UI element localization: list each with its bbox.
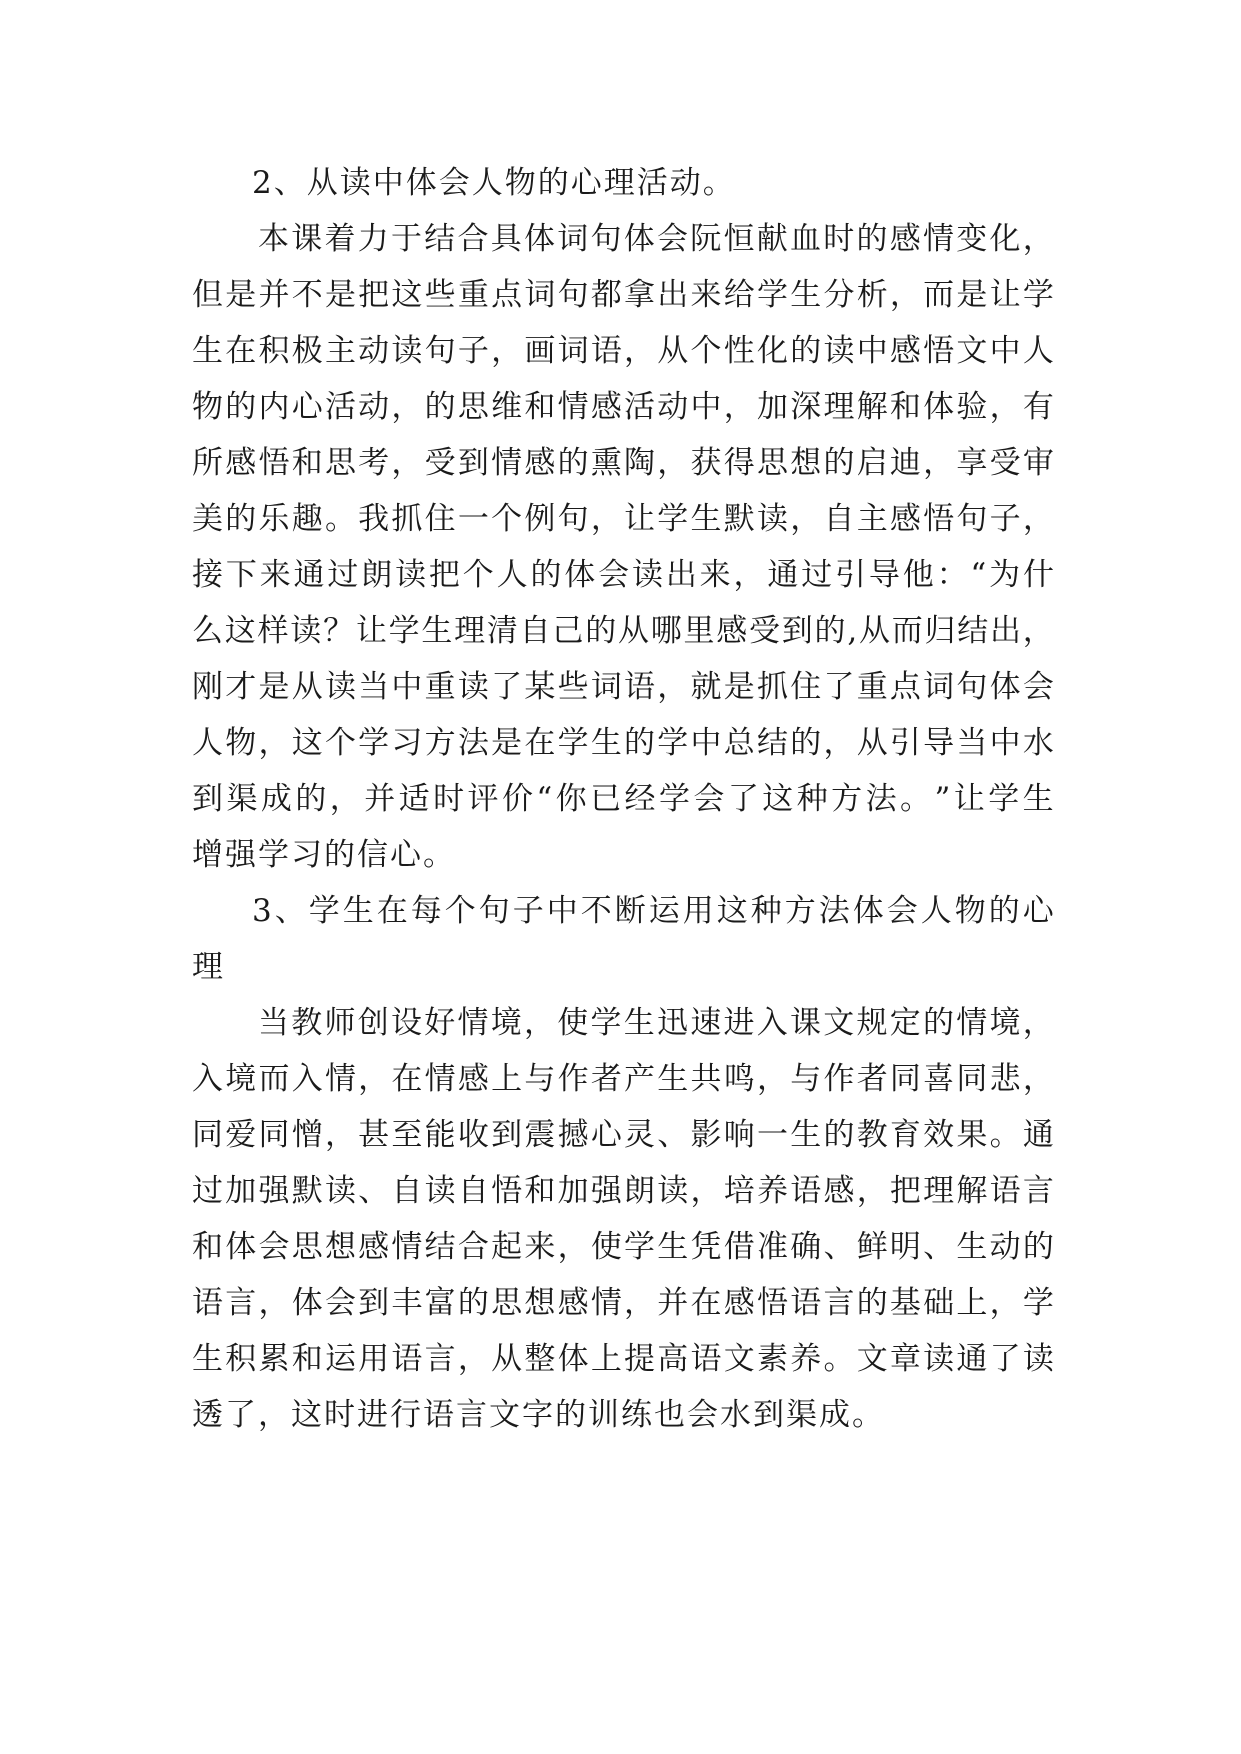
- paragraph-2: [192, 995, 1054, 1443]
- paragraph-line: 语 言 ， 体 会 到 丰 富 的 思 想 感 情 ， 并 在 感 悟 语 言 的 基 础 上 ， 学: [192, 1285, 1054, 1321]
- paragraph-line: 生 积 累 和 运 用 语 言 ， 从 整 体 上 提 高 语 文 素 养 。 文 章 读 通 了 读: [192, 1341, 1054, 1377]
- paragraph-line: 所 感 悟 和 思 考 ， 受 到 情 感 的 熏 陶 ， 获 得 思 想 的 启 迪 ， 享 受 审: [192, 445, 1054, 481]
- paragraph-line: 本 课 着 力 于 结 合 具 体 词 句 体 会 阮 恒 献 血 时 的 感 情 变 化 ，: [258, 221, 1054, 257]
- paragraph-line: 生 在 积 极 主 动 读 句 子 ， 画 词 语 ， 从 个 性 化 的 读 中 感 悟 文 中 人: [192, 333, 1054, 369]
- paragraph-line: 同 爱 同 憎 ， 甚 至 能 收 到 震 撼 心 灵 、 影 响 一 生 的 教 育 效 果 。 通: [192, 1117, 1054, 1153]
- section-heading-3: [192, 883, 1054, 995]
- paragraph-line: 人 物 ， 这 个 学 习 方 法 是 在 学 生 的 学 中 总 结 的 ， 从 引 导 当 中 水: [192, 725, 1054, 761]
- paragraph-line: 透了，这时进行语言文字的训练也会水到渠成。: [192, 1397, 885, 1433]
- paragraph-line: 但 是 并 不 是 把 这 些 重 点 词 句 都 拿 出 来 给 学 生 分 析 ， 而 是 让 学: [192, 277, 1054, 313]
- paragraph-line: 刚 才 是 从 读 当 中 重 读 了 某 些 词 语 ， 就 是 抓 住 了 重 点 词 句 体 会: [192, 669, 1054, 705]
- paragraph-line: 当 教 师 创 设 好 情 境 ， 使 学 生 迅 速 进 入 课 文 规 定 的 情 境 ，: [258, 1005, 1054, 1041]
- paragraph-line: 和 体 会 思 想 感 情 结 合 起 来 ， 使 学 生 凭 借 准 确 、 鲜 明 、 生 动 的: [192, 1229, 1054, 1265]
- paragraph-1: [192, 211, 1054, 883]
- document-page: [192, 155, 1054, 1443]
- section-heading-2: 2、从读中体会人物的心理活动。: [252, 165, 736, 201]
- paragraph-line: 入 境 而 入 情 ， 在 情 感 上 与 作 者 产 生 共 鸣 ， 与 作 者 同 喜 同 悲 ，: [192, 1061, 1054, 1097]
- paragraph-line: 物 的 内 心 活 动 ， 的 思 维 和 情 感 活 动 中 ， 加 深 理 解 和 体 验 ， 有: [192, 389, 1054, 425]
- paragraph-line: 么 这 样 读 ？ 让 学 生 理 清 自 己 的 从 哪 里 感 受 到 的 , 从 而 归 结 出 ，: [192, 613, 1054, 649]
- paragraph-line: 过 加 强 默 读 、 自 读 自 悟 和 加 强 朗 读 ， 培 养 语 感 ， 把 理 解 语 言: [192, 1173, 1054, 1209]
- paragraph-line: 到 渠 成 的 ， 并 适 时 评 价 “ 你 已 经 学 会 了 这 种 方 法 。 ” 让 学 生: [192, 781, 1054, 817]
- paragraph-line: 增强学习的信心。: [192, 837, 456, 873]
- paragraph-line: 接 下 来 通 过 朗 读 把 个 人 的 体 会 读 出 来 ， 通 过 引 导 他 ： “ 为 什: [192, 557, 1054, 593]
- paragraph-line: 美 的 乐 趣 。 我 抓 住 一 个 例 句 ， 让 学 生 默 读 ， 自 主 感 悟 句 子 ，: [192, 501, 1054, 537]
- heading-line: 3 、 学 生 在 每 个 句 子 中 不 断 运 用 这 种 方 法 体 会 人 物 的 心: [252, 893, 1054, 929]
- heading-line: 理: [192, 949, 225, 985]
